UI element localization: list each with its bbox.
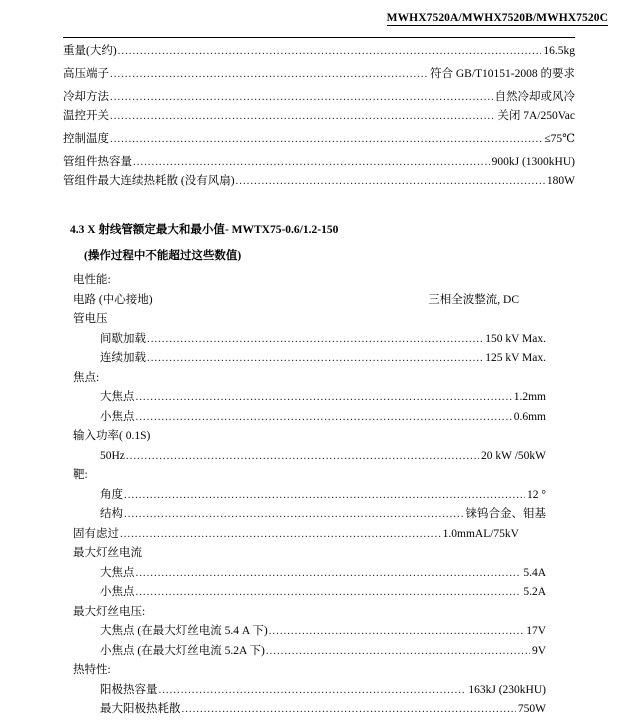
spec-row-tube-assembly-heat-capacity: [63, 153, 575, 172]
dotted-leader: [159, 681, 467, 701]
spec-row-thermal-switch: [63, 107, 575, 126]
top-specification-block: [63, 37, 575, 191]
dotted-leader: [147, 349, 483, 369]
spec-row-filament-current-small: [73, 583, 546, 603]
dotted-leader: [124, 505, 464, 525]
spec-label: 电路 (中心接地): [73, 293, 153, 306]
spec-row-small-focal-spot: [73, 408, 546, 428]
spec-value: 5.4A: [523, 566, 546, 579]
group-heading-input-power: 输入功率( 0.1S): [73, 430, 151, 442]
spec-label: 管组件热容量: [63, 156, 132, 168]
spec-label: 重量(大约): [63, 45, 117, 57]
spec-row-inherent-filtration: [73, 525, 519, 545]
dotted-leader: [147, 330, 483, 350]
spec-label: 结构: [100, 508, 123, 520]
section-title: 射线管额定最大和最小值: [98, 224, 225, 236]
dotted-leader: [269, 622, 524, 642]
dotted-leader: [266, 642, 530, 662]
section-number: 4.3 X: [70, 224, 96, 236]
dotted-leader: [118, 42, 542, 61]
spec-label: 固有虑过: [73, 527, 119, 540]
spec-value: 符合 GB/T10151-2008 的要求: [429, 68, 575, 80]
spec-value: 0.6mm: [513, 410, 546, 423]
spec-label: 50Hz: [100, 449, 125, 462]
section-subheading: (操作过程中不能超过这些数值): [84, 250, 242, 262]
section-model: - MWTX75-0.6/1.2-150: [224, 224, 339, 236]
group-heading-tube-voltage: 管电压: [73, 313, 108, 325]
spec-value: 9V: [531, 644, 546, 657]
spec-value: 5.2A: [523, 586, 546, 598]
spec-value: 150 kV Max.: [485, 332, 546, 345]
spec-row-input-power-50hz: [73, 447, 546, 467]
spec-value: 三相全波整流, DC: [428, 293, 519, 306]
group-heading-target: 靶:: [73, 469, 88, 481]
bottom-specification-block: [73, 271, 546, 720]
spec-label: 冷却方法: [63, 91, 109, 103]
spec-value: 1.0mmAL/75kV: [442, 527, 519, 540]
dotted-leader: [136, 583, 522, 603]
spec-label: 大焦点: [100, 391, 135, 403]
dotted-leader: [110, 88, 493, 107]
group-heading-max-filament-voltage: 最大灯丝电压:: [73, 605, 146, 618]
spec-value: 铼钨合金、钼基: [465, 508, 546, 520]
spec-label: 温控开关: [63, 110, 109, 122]
dotted-leader: [133, 153, 490, 172]
spec-value: 180W: [546, 175, 575, 187]
spec-row-weight: [63, 42, 575, 61]
spec-value: 关闭 7A/250Vac: [497, 110, 575, 122]
spec-value: 163kJ (230kHU): [468, 683, 546, 696]
spec-value: ≤75℃: [544, 133, 575, 145]
spec-label: 间歇加载: [100, 332, 146, 345]
spec-label: 连续加载: [100, 352, 146, 364]
group-heading-focal-spot: 焦点:: [73, 371, 100, 384]
page-header-title: MWHX7520A/MWHX7520B/MWHX7520C: [386, 12, 608, 24]
spec-value: 125 kV Max.: [485, 352, 546, 364]
spec-row-circuit: [73, 291, 519, 311]
group-heading-electrical: 电性能:: [73, 274, 111, 286]
spec-row-tube-assembly-max-dissipation: [63, 172, 575, 191]
dotted-leader: [136, 408, 512, 428]
spec-row-filament-voltage-large: [73, 622, 546, 642]
dotted-leader: [110, 130, 542, 149]
spec-row-filament-current-large: [73, 564, 546, 584]
spec-row-large-focal-spot: [73, 388, 546, 408]
dotted-leader: [236, 172, 545, 191]
spec-row-target-structure: [73, 505, 546, 525]
spec-row-intermittent-load: [73, 330, 546, 350]
spec-value: 17V: [526, 625, 546, 637]
spec-label: 大焦点 (在最大灯丝电流 5.4 A 下): [100, 625, 268, 637]
spec-value: 自然冷却或风冷: [494, 91, 575, 103]
spec-value: 750W: [517, 703, 546, 715]
spec-label: 控制温度: [63, 133, 109, 145]
spec-label: 高压端子: [63, 68, 109, 80]
dotted-leader: [110, 107, 495, 126]
spec-label: 小焦点: [100, 586, 135, 598]
spec-label: 阳极热容量: [100, 683, 158, 696]
dotted-leader: [136, 388, 512, 408]
dotted-leader: [120, 525, 441, 545]
spec-row-control-temperature: [63, 130, 575, 149]
dotted-leader: [110, 65, 428, 84]
spec-row-target-angle: [73, 486, 546, 506]
spec-row-cooling-method: [63, 88, 575, 107]
spec-row-hv-terminal: [63, 65, 575, 84]
spec-label: 管组件最大连续热耗散 (没有风扇): [63, 175, 235, 187]
group-heading-thermal: 热特性:: [73, 664, 111, 676]
group-heading-max-filament-current: 最大灯丝电流: [73, 547, 142, 559]
dotted-leader: [126, 447, 479, 467]
spec-row-anode-max-dissipation: [73, 700, 546, 720]
spec-label: 小焦点 (在最大灯丝电流 5.2A 下): [100, 644, 265, 657]
spec-label: 角度: [100, 488, 123, 501]
dotted-leader: [136, 564, 522, 584]
spec-label: 最大阳极热耗散: [100, 703, 181, 715]
spec-row-anode-heat-capacity: [73, 681, 546, 701]
spec-label: 小焦点: [100, 410, 135, 423]
spec-value: 20 kW /50kW: [481, 449, 546, 462]
dotted-leader: [124, 486, 525, 506]
section-heading: [70, 221, 338, 237]
spec-row-filament-voltage-small: [73, 642, 546, 662]
spec-value: 12 °: [527, 488, 546, 501]
dotted-leader: [182, 700, 516, 720]
spec-label: 大焦点: [100, 566, 135, 579]
page-header: [0, 12, 635, 34]
spec-value: 16.5kg: [543, 45, 575, 57]
spec-value: 900kJ (1300kHU): [491, 156, 575, 168]
spec-row-continuous-load: [73, 349, 546, 369]
spec-value: 1.2mm: [513, 391, 546, 403]
